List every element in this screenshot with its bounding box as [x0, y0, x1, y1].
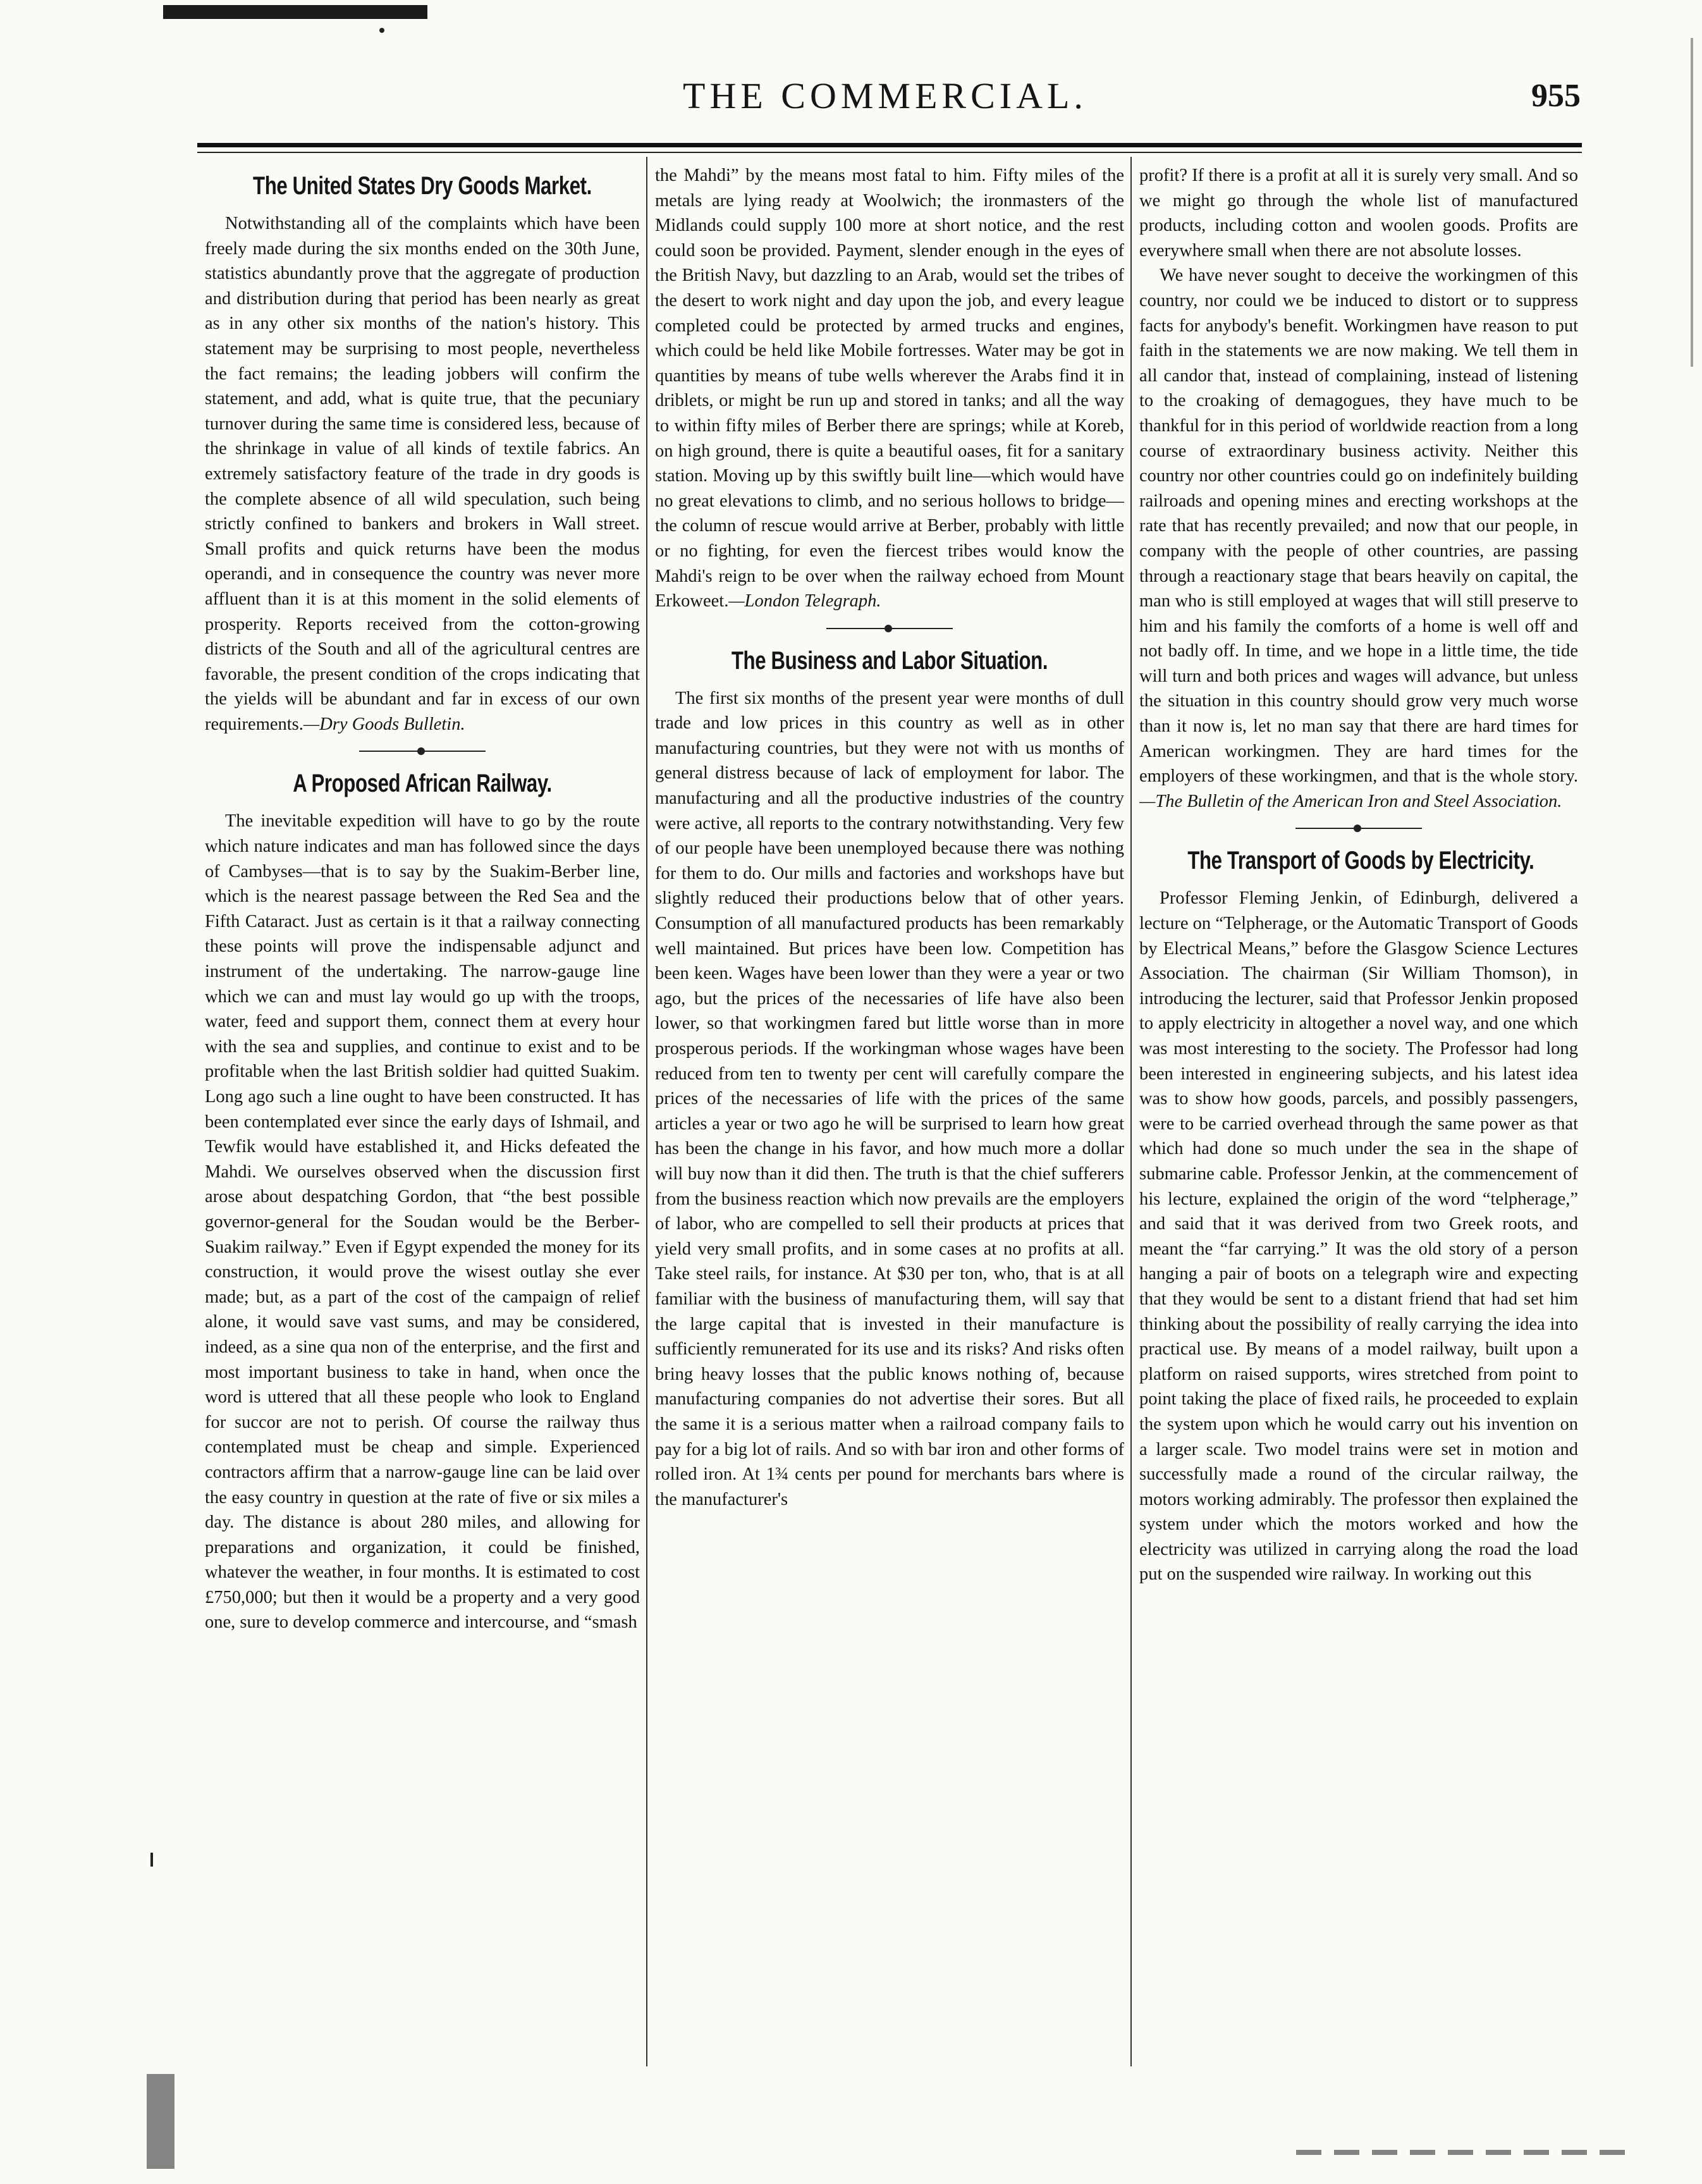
article-business-labor-paragraph: We have never sought to deceive the workingmen of this country, nor could we be induced to distort or to suppress facts for anybody's benefit. Workingmen have reason to put faith in the statements we are now making. We tell them in all candor that, instead of complaining, instead of listening to the croaking of demagogues, they have much to be thankful for in this period of worldwide reaction from a long course of extraordinary business activity. Neither this country nor other countries could go on indefinitely building railroads and opening mines and erecting workshops at the rate that has recently prevailed; and now that our people, in company with the people of other countries, are passing through a reactionary stage that bears heavily on capital, the man who is still employed at wages that will still preserve to him and his family the comforts of a home is well off and not badly off. In time, and we hope in a little time, the tide will turn and both prices and wages will advance, but unless the situation in this country should grow very much worse than it now is, let no man say that there are hard times for American workingmen. They are hard times for the employers of these workingmen, and that is the whole story.—The Bulletin of the American Iron and Steel Association. [1139, 266, 1578, 811]
headline-african-railway: A Proposed African Railway. [293, 770, 552, 798]
column-1 [205, 163, 640, 2073]
article-dry-goods-body: Notwithstanding all of the complaints which have been freely made during the six months ended on the 30th June, statistics abundantly prove that the aggregate of production and distribution during that period has been nearly as great as in any other six months of the nation's history. This statement may be surprising to most people, nevertheless the fact remains; the leading jobbers will confirm the statement, and add, what is quite true, that the pecuniary turnover during the same time is considered less, because of the shrinkage in value of all kinds of textile fabrics. An extremely satisfactory feature of the trade in dry goods is the complete absence of all wild speculation, such being strictly confined to bankers and brokers in Wall street. Small profits and quick returns have been the modus operandi, and in consequence the country was never more affluent than it is at this moment in the solid elements of prosperity. Reports received from the cotton-growing districts of the South and all of the agricultural centres are favorable, the present condition of the crops indicating that the yields will be abundant and far in excess of our own requirements.—Dry Goods Bulletin. [205, 214, 640, 734]
headline-transport-electricity: The Transport of Goods by Electricity. [1187, 847, 1534, 875]
article-source: —Dry Goods Bulletin. [303, 714, 465, 734]
header-rule-thin [197, 152, 1582, 153]
article-source: —The Bulletin of the American Iron and Steel Association. [1139, 791, 1562, 811]
column-3 [1139, 163, 1578, 2073]
header-rule-thick [197, 143, 1582, 147]
article-business-labor-continued: profit? If there is a profit at all it is surely very small. And so we might go through the whole list of manufactured products, including cotton and woolen goods. Profits are everywhere small when there are not absolute losses. [1139, 166, 1578, 261]
article-african-railway-continued: the Mahdi” by the means most fatal to him. Fifty miles of the metals are lying ready at Woolwich; the ironmasters of the Midlands could supply 100 more at short notice, and the rest could soon be provided. Payment, slender enough in the eyes of the British Navy, but dazzling to an Arab, would set the tribes of the desert to work night and day upon the job, and every league completed could be protected by armed trucks and engines, which could be held like Mobile fortresses. Water may be got in quantities by means of tube wells wherever the Arabs find it in driblets, or might be run up and stored in tanks; and all the way to within fifty miles of Berber there are springs; while at Koreb, on high ground, there is quite a beautiful oases, fit for a sanitary station. Moving up by this swiftly built line—which would have no great elevations to climb, and no serious hollows to bridge—the column of rescue would arrive at Berber, probably with little or no fighting, for even the fiercest tribes would know the Mahdi's reign to be over when the railway echoed from Mount Erkoweet.—London Telegraph. [655, 166, 1124, 611]
scan-speck [150, 1853, 153, 1867]
article-divider [1295, 819, 1422, 838]
masthead [190, 75, 1581, 138]
article-transport-electricity-body: Professor Fleming Jenkin, of Edinburgh, delivered a lecture on “Telpherage, or the Automatic Transport of Goods by Electrical Means,” before the Glasgow Science Lectures Association. The chairman (Sir William Thomson), in introducing the lecturer, said that Professor Jenkin proposed to apply electricity in altogether a novel way, and one which was most interesting to the society. The Professor had long been interested in engineering subjects, and his latest idea was to show how goods, parcels, and possibly passengers, were to be carried overhead through the same power as that which had done so much under the sea in the shape of submarine cable. Professor Jenkin, at the commencement of his lecture, explained the origin of the word “telpherage,” and said that it was derived from two Greek roots, and meant the “far carrying.” It was the old story of a person hanging a pair of boots on a telegraph wire and expecting that they would be sent to a distant friend that had set him thinking about the possibility of really carrying the idea into practical use. By means of a model railway, built upon a platform on raised supports, wires stretched from point to point taking the place of fixed rails, he proceeded to explain the system upon which he would carry out his invention on a larger scale. Two model trains were set in motion and successfully made a round of the circular railway, the motors working admirably. The professor then explained the system under which the motors worked and how the electricity was utilized in carrying along the road the load put on the suspended wire railway. In working out this [1139, 888, 1578, 1585]
top-ink-bar [163, 5, 427, 19]
page-number: 955 [1531, 78, 1581, 114]
article-source: —London Telegraph. [728, 591, 881, 611]
article-divider [359, 742, 486, 761]
scan-edge-mark [1691, 38, 1693, 367]
page-title: THE COMMERCIAL. [683, 75, 1087, 116]
ink-dot [379, 28, 384, 33]
article-business-labor-body: The first six months of the present year were months of dull trade and low prices in this country as well as in other manufacturing countries, but they were not with us months of general distress because of lack of employment for labor. The manufacturing and all the productive industries of the country were active, all reports to the contrary notwithstanding. Very few of our people have been unemployed because there was nothing for them to do. Our mills and factories and workshops have but slightly reduced their productions below that of other years. Consumption of all manufactured products has been remarkably well maintained. But prices have been low. Competition has been keen. Wages have been lower than they were a year or two ago, but the prices of the necessaries of life have also been lower, so that workingmen fared but little worse than in more prosperous periods. If the workingman whose wages have been reduced from ten to twenty per cent will carefully compare the prices of the necessaries of life with the prices of the same articles a year or two ago he will be surprised to learn how great has been the change in his favor, and how much more a dollar will buy now than it did then. The truth is that the chief sufferers from the business reaction which now prevails are the employers of labor, who are compelled to sell their products at prices that yield very small profits, and in some cases at no profits at all. Take steel rails, for instance. At $30 per ton, who, that is at all familiar with the business of manufacturing them, will say that the large capital that is invested in their manufacture is sufficiently remunerated for its use and its risks? And risks often bring heavy losses that the public knows nothing of, because manufacturing companies do not advertise their sores. But all the same it is a serious matter when a railroad company fails to pay for a big lot of rails. And so with bar iron and other forms of rolled iron. At 1¾ cents per pound for merchants bars where is the manufacturer's [655, 688, 1124, 1509]
column-divider-2 [1130, 157, 1132, 2066]
column-2 [655, 163, 1124, 2073]
article-divider [826, 619, 953, 638]
headline-dry-goods-market: The United States Dry Goods Market. [253, 172, 592, 200]
headline-business-labor: The Business and Labor Situation. [731, 646, 1048, 675]
article-african-railway-body: The inevitable expedition will have to go by the route which nature indicates and man has followed since the days of Cambyses—that is to say by the Suakim-Berber line, which is the nearest passage between the Red Sea and the Fifth Cataract. Just as certain is it that a railway connecting these points will prove the indispensable adjunct and instrument of the undertaking. The narrow-gauge line which we can and must lay would go up with the troops, water, feed and support them, connect them at every hour with the sea and supplies, and continue to exist and to be profitable when the last British soldier had quitted Suakim. Long ago such a line ought to have been constructed. It has been contemplated ever since the early days of Ishmail, and Tewfik would have established it, and Hicks defeated the Mahdi. We ourselves observed when the discussion first arose about despatching Gordon, that “the best possible governor-general for the Soudan would be the Berber-Suakim railway.” Even if Egypt expended the money for its construction, it would prove the wisest outlay she ever made; but, as a part of the cost of the campaign of relief alone, it would save vast sums, and may be considered, indeed, as a sine qua non of the enterprise, and the first and most important business to take in hand, when once the word is uttered that all these people who look to England for succor are not to perish. Of course the railway thus contemplated must be cheap and simple. Experienced contractors affirm that a narrow-gauge line can be laid over the easy country in question at the rate of five or six miles a day. The distance is about 280 miles, and allowing for preparations and organization, it could be finished, whatever the weather, in four months. It is estimated to cost £750,000; but then it would be a property and a very good one, sure to develop commerce and intercourse, and “smash [205, 811, 640, 1633]
scan-corner-mark [147, 2074, 174, 2169]
bottom-ink-marks [1296, 2150, 1625, 2155]
column-divider-1 [646, 157, 647, 2066]
